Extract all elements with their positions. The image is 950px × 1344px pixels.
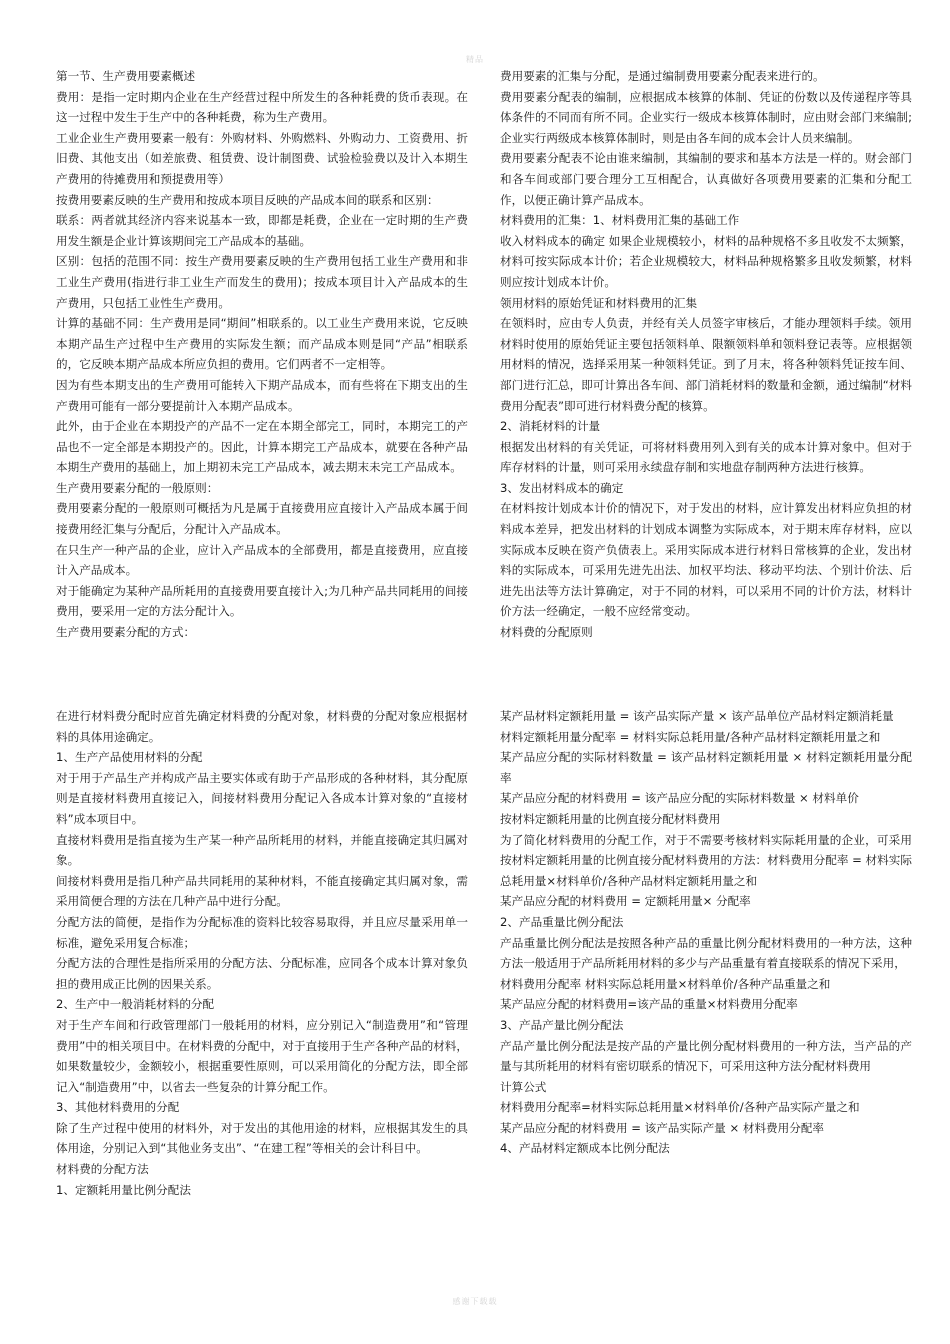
text-paragraph: 某产品应分配的材料费用 = 该产品实际产量 × 材料费用分配率	[500, 1120, 825, 1135]
text-paragraph: 2、消耗材料的计量	[500, 419, 601, 434]
text-paragraph: 计算公式	[500, 1079, 547, 1094]
text-paragraph: 材料费用分配率=材料实际总耗用量×材料单价/各种产品实际产量之和	[500, 1100, 860, 1115]
text-paragraph: 材料费的分配原则	[500, 625, 593, 640]
text-paragraph: 对于用于产品生产并构成产品主要实体或有助于产品形成的各种材料，其分配原则是直接材料费用直接记入，间接材料费用分配记入各成本计算对象的“直接材料”成本项目中。	[56, 770, 468, 826]
text-paragraph: 费用要素分配表的编制，应根据成本核算的体制、凭证的份数以及传递程序等具体条件的不同而有所不同。企业实行一级成本核算体制时，应由财会部门来编制;企业实行两级成本核算体制时，则是由各车间的成本会计人员来编制。	[500, 89, 912, 145]
text-paragraph: 对于能确定为某种产品所耗用的直接费用要直接计入;为几种产品共同耗用的间接费用，要采用一定的方法分配计入。	[56, 583, 468, 619]
text-paragraph: 某产品材料定额耗用量 = 该产品实际产量 × 该产品单位产品材料定额消耗量	[500, 709, 894, 723]
top-right-column	[500, 66, 912, 643]
text-paragraph: 4、产品材料定额成本比例分配法	[500, 1141, 670, 1156]
text-paragraph: 此外，由于企业在本期投产的产品不一定在本期全部完工，同时，本期完工的产品也不一定全部是本期投产的。因此，计算本期完工产品成本，就要在各种产品本期生产费用的基础上，加上期初未完工产品成本，减去期末未完工产品成本。	[56, 419, 468, 475]
text-paragraph: 3、产品产量比例分配法	[500, 1017, 624, 1032]
text-paragraph: 产品重量比例分配法是按照各种产品的重量比例分配材料费用的一种方法，这种方法一般适用于产品所耗用材料的多少与产品重量有着直接联系的情况下采用，	[500, 935, 912, 971]
text-paragraph: 生产费用要素分配的一般原则：	[56, 480, 219, 495]
text-paragraph: 收入材料成本的确定 如果企业规模较小，材料的品种规格不多且收发不太频繁，材料可按实际成本计价；若企业规模较大，材料品种规格繁多且收发频繁，材料则应按计划成本计价。	[500, 233, 912, 289]
text-paragraph: 在材料按计划成本计价的情况下，对于发出的材料，应计算发出材料应负担的材料成本差异，把发出材料的计划成本调整为实际成本，对于期末库存材料，应以实际成本反映在资产负债表上。采用实际成本进行材料日常核算的企业，发出材料的实际成本，可采用先进先出法、加权平均法、移动平均法、个别计价法、后进先出法等方法计算确定，对于不同的材料，可以采用不同的计价方法，材料计价方法一经确定，一般不应经常变动。	[500, 501, 912, 619]
text-paragraph: 3、其他材料费用的分配	[56, 1100, 180, 1115]
text-paragraph: 费用：是指一定时期内企业在生产经营过程中所发生的各种耗费的货币表现。在这一过程中发生于生产中的各种耗费，称为生产费用。	[56, 89, 468, 125]
text-paragraph: 因为有些本期支出的生产费用可能转入下期产品成本，而有些将在下期支出的生产费用可能有一部分要提前计入本期产品成本。	[56, 377, 468, 413]
text-paragraph: 某产品应分配的实际材料数量 = 该产品材料定额耗用量 × 材料定额耗用量分配率	[500, 750, 912, 785]
text-paragraph: 2、产品重量比例分配法	[500, 914, 624, 929]
text-paragraph: 直接材料费用是指直接为生产某一种产品所耗用的材料，并能直接确定其归属对象。	[56, 832, 468, 868]
text-paragraph: 第一节、生产费用要素概述	[56, 69, 196, 83]
text-paragraph: 费用要素分配的一般原则可概括为凡是属于直接费用应直接计入产品成本属于间接费用经汇集与分配后，分配计入产品成本。	[56, 501, 468, 537]
text-paragraph: 3、发出材料成本的确定	[500, 480, 624, 495]
text-paragraph: 除了生产过程中使用的材料外，对于发出的其他用途的材料，应根据其发生的具体用途，分别记入到“其他业务支出”、“在建工程”等相关的会计科目中。	[56, 1120, 468, 1156]
text-paragraph: 某产品应分配的材料费用 = 定额耗用量× 分配率	[500, 894, 751, 909]
top-watermark: 精品	[466, 55, 484, 64]
text-paragraph: 在领料时，应由专人负责，并经有关人员签字审核后，才能办理领料手续。领用材料时使用的原始凭证主要包括领料单、限额领料单和领料登记表等。应根据领用材料的情况，选择采用某一种领料凭证。到了月末，将各种领料凭证按车间、部门进行汇总，即可计算出各车间、部门消耗材料的数量和金额，通过编制“材料费用分配表”即可进行材料费分配的核算。	[500, 316, 912, 413]
text-paragraph: 2、生产中一般消耗材料的分配	[56, 997, 215, 1012]
text-paragraph: 生产费用要素分配的方式：	[56, 625, 196, 640]
text-paragraph: 某产品应分配的材料费用=该产品的重量×材料费用分配率	[500, 997, 798, 1012]
text-paragraph: 区别：包括的范围不同：按生产费用要素反映的生产费用包括工业生产费用和非工业生产费用(指进行非工业生产而发生的费用)；按成本项目计入产品成本的生产费用，只包括工业性生产费用。	[56, 254, 468, 310]
text-paragraph: 费用要素分配表不论由谁来编制，其编制的要求和基本方法是一样的。财会部门和各车间或部门要合理分工互相配合，认真做好各项费用要素的汇集和分配工作，以便正确计算产品成本。	[500, 151, 912, 207]
top-left-column	[56, 66, 468, 643]
text-paragraph: 费用要素的汇集与分配，是通过编制费用要素分配表来进行的。	[500, 69, 825, 83]
text-paragraph: 联系：两者就其经济内容来说基本一致，即都是耗费，企业在一定时期的生产费用发生额是企业计算该期间完工产品成本的基础。	[56, 213, 468, 248]
text-paragraph: 按费用要素反映的生产费用和按成本项目反映的产品成本间的联系和区别：	[56, 192, 439, 207]
text-paragraph: 在只生产一种产品的企业，应计入产品成本的全部费用，都是直接费用，应直接计入产品成本。	[56, 542, 468, 578]
text-paragraph: 材料费的分配方法	[56, 1162, 149, 1177]
text-paragraph: 对于生产车间和行政管理部门一般耗用的材料，应分别记入“制造费用”和“管理费用”中的相关项目中。在材料费的分配中，对于直接用于生产各种产品的材料，如果数量较少，金额较小，根据重要性原则，可以采用简化的分配方法，即全部记入“制造费用”中，以省去一些复杂的计算分配工作。	[56, 1017, 468, 1094]
text-paragraph: 材料费用的汇集：1、材料费用汇集的基础工作	[500, 213, 740, 228]
text-paragraph: 间接材料费用是指几种产品共同耗用的某种材料，不能直接确定其归属对象，需采用简便合理的方法在几种产品中进行分配。	[56, 873, 468, 909]
text-paragraph: 1、生产产品使用材料的分配	[56, 750, 203, 765]
text-paragraph: 某产品应分配的材料费用 = 该产品应分配的实际材料数量 × 材料单价	[500, 791, 859, 806]
text-paragraph: 在进行材料费分配时应首先确定材料费的分配对象，材料费的分配对象应根据材料的具体用途确定。	[56, 709, 468, 744]
bottom-left-column	[56, 706, 468, 1200]
text-paragraph: 为了简化材料费用的分配工作，对于不需要考核材料实际耗用量的企业，可采用按材料定额耗用量的比例直接分配材料费用的方法：材料费用分配率 = 材料实际总耗用量×材料单价/各种产品材料定额耗用量之和	[500, 832, 912, 888]
document-page	[56, 66, 912, 1286]
text-paragraph: 计算的基础不同：生产费用是同“期间”相联系的。以工业生产费用来说，它反映本期产品生产过程中生产费用的实际发生额；而产品成本则是同“产品”相联系的，它反映本期产品成本所应负担的费用。它们两者不一定相等。	[56, 316, 468, 372]
text-paragraph: 工业企业生产费用要素一般有：外购材料、外购燃料、外购动力、工资费用、折旧费、其他支出（如差旅费、租赁费、设计制图费、试验检验费以及计入本期生产费用的待摊费用和预提费用等）	[56, 130, 468, 186]
bottom-watermark: 感谢下载载	[452, 1297, 498, 1306]
bottom-section	[56, 706, 912, 1286]
text-paragraph: 领用材料的原始凭证和材料费用的汇集	[500, 295, 698, 310]
text-paragraph: 根据发出材料的有关凭证，可将材料费用列入到有关的成本计算对象中。但对于库存材料的计量，则可采用永续盘存制和实地盘存制两种方法进行核算。	[500, 439, 912, 475]
text-paragraph: 分配方法的简便，是指作为分配标准的资料比较容易取得，并且应尽量采用单一标准，避免采用复合标准；	[56, 914, 468, 950]
text-paragraph: 1、定额耗用量比例分配法	[56, 1182, 191, 1197]
text-paragraph: 材料费用分配率 材料实际总耗用量×材料单价/各种产品重量之和	[500, 976, 831, 991]
text-paragraph: 材料定额耗用量分配率 = 材料实际总耗用量/各种产品材料定额耗用量之和	[500, 729, 881, 744]
text-paragraph: 产品产量比例分配法是按产品的产量比例分配材料费用的一种方法，当产品的产量与其所耗用的材料有密切联系的情况下，可采用这种方法分配材料费用	[500, 1038, 912, 1074]
top-section	[56, 66, 912, 690]
bottom-right-column	[500, 706, 912, 1159]
text-paragraph: 分配方法的合理性是指所采用的分配方法、分配标准，应同各个成本计算对象负担的费用成正比例的因果关系。	[56, 956, 468, 991]
text-paragraph: 按材料定额耗用量的比例直接分配材料费用	[500, 811, 721, 826]
